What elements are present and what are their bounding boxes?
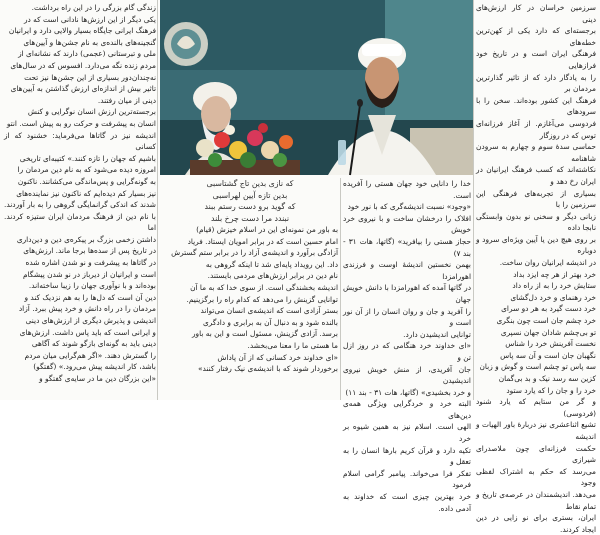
article-line: امروزه دیده می‌شود که به نام دین مردمان را bbox=[17, 165, 156, 175]
article-line: خرد بهتر از هر چه ایزد بداد bbox=[513, 269, 596, 279]
article-line: بهمن نخستین اندیشهٔ اوست و فرزندی اهورامزدا bbox=[343, 260, 471, 281]
article-line: با نام دین از فرهنگ مردمان ایران ستیزه کردند. اما bbox=[4, 211, 156, 233]
article-line: خدا را دانایی خود جهان هستی را آفریده است. bbox=[343, 179, 471, 200]
article-line: یکی دیگر از این ارزش‌ها نادانی است که در bbox=[23, 14, 156, 24]
article-line: بستر آزادی است که اندیشه‌ی انسان می‌تواند bbox=[200, 306, 338, 316]
article-line: در گاتها آمده که اهورامزدا با دانش خویش جهان bbox=[343, 283, 471, 304]
article-line: باشیم که جهان را تازه کنند.» کتیبه‌ای تاریخی bbox=[19, 153, 156, 163]
article-line: نیز بسیار کم دیده‌ایم که ناکنون نیز نماینده‌های bbox=[16, 188, 156, 198]
article-line: برجسته‌ترین ارزش انسان نوگرایی و کنش bbox=[27, 107, 156, 117]
article-line: «ای خداوند خرد هنگامی که در روز ازل تن و bbox=[343, 341, 471, 362]
article-line: نکاشته‌اند که کسب فرهنگ ایرانیان در ایران رخ دهد و bbox=[476, 165, 596, 186]
article-line: دینی از میان رفتند. bbox=[97, 95, 156, 105]
article-line: حجاز هستی را بیافرید» (گاتها، هات ۳۱ - بند ۷) bbox=[343, 236, 471, 258]
article-line: را آفرید و جان و روان انسان را از آن نور است و bbox=[343, 306, 471, 328]
article-line: داشتن زخمی بزرگ بر پیکره‌ی دین و دین‌داری bbox=[16, 234, 156, 244]
article-line: برخوردار شوند که با اندیشه‌ی نیک رفتار کنند» bbox=[197, 364, 338, 374]
article-line: و گر من ستایم که یارد شنود (فردوسی) bbox=[476, 397, 596, 418]
article-line: اندیشی و پذیرش دیگری از ارزش‌های دینی bbox=[25, 316, 156, 326]
article-line: داد. این رویداد پایه‌ای شد تا اینکه گروهی به bbox=[205, 259, 338, 269]
article-line: در اندیشه ایرانیان روان ساخت. bbox=[499, 258, 596, 268]
article-line: کزین سه رسد نیک و بد بی‌گمان bbox=[498, 374, 596, 383]
article-line: شدند که اندکی گرانمایگی گروهی را به بار آوردند. bbox=[4, 200, 156, 210]
article-line: حماسی سدهٔ سوم و چهارم به سرودن شاهنامه bbox=[476, 142, 596, 163]
article-line: نگهبان جان است و آن سه پاس bbox=[500, 350, 596, 360]
article-line: و خرد بخشیدی» (گاتها، هات ۳۱ - بند ۱۱) bbox=[345, 387, 471, 397]
article-line: مردم زنده نگه می‌دارد. افسوس که در سال‌های bbox=[10, 60, 156, 70]
article-line: الهی است. اسلام نیز به همین شیوه بر خرد bbox=[343, 422, 471, 444]
article-line: توانایی گزینش را می‌دهد که کدام راه را برگزینیم. bbox=[186, 294, 338, 304]
article-line: نام دین در برابر ارزش‌های مردمی بایستند. bbox=[207, 271, 338, 281]
article-line: «ای خداوند خرد کسانی که از آن پاداش bbox=[217, 352, 338, 362]
article-line: افلاک را درخشان ساخت و با نیروی خرد خویش bbox=[343, 213, 471, 235]
article-line: ایران، بستری برای نو زایی در دین ایجاد کردند. bbox=[476, 513, 596, 534]
article-column-left bbox=[4, 2, 156, 400]
article-line: گنجینه‌های بالنده‌ی به نام جشن‌ها و آیین‌های bbox=[23, 37, 156, 47]
article-line: جان آفریدی، از منش خویش نیروی اندیشیدن bbox=[343, 364, 471, 386]
article-line: سرزمین خراسان در کار ارزش‌های دینی bbox=[476, 3, 596, 24]
article-line: تفکر فرا می‌خواند. پیامبر گرامی اسلام فرمود bbox=[343, 468, 471, 490]
article-line: در تاریخ پس از سده‌ها برجا ماند. ارزش‌های bbox=[23, 246, 156, 256]
article-line: بسیاری از تجربه‌های فرهنگی این سرزمین را با bbox=[476, 188, 596, 210]
article-line: سه پاس تو چشم است و گوش و زبان bbox=[479, 362, 596, 372]
article-line: اندیشه نیز در گاتاها می‌فرماید: خشنود که از کسانی bbox=[4, 130, 156, 152]
photo-illustration bbox=[160, 0, 473, 175]
column-rule bbox=[157, 0, 158, 400]
article-line: خرد رهنمای و خرد دل‌گشای bbox=[510, 292, 596, 302]
article-line: زندگی گام بزرگی را در این راه برداشت. bbox=[31, 3, 156, 12]
article-line: تکیه دارد و قرآن کریم بارها انسان را به تعقل و bbox=[343, 445, 471, 467]
article-line: فرهنگی ایران است و در تاریخ خود فراز‌هایی bbox=[476, 49, 596, 70]
article-line: خرد چشم جان است چون بنگری bbox=[496, 316, 596, 326]
column-rule bbox=[473, 0, 474, 400]
article-line: را گسترش دهند. «اگر هم‌گرایی میان مردم bbox=[24, 350, 156, 360]
article-line: است و ایرانیان از دیرباز در نو شدن پیشگام bbox=[22, 269, 156, 279]
article-line: اندیشه بخشندگی است. از سوی خدا که به ما آن bbox=[190, 282, 338, 292]
article-line: باشد، کار اندیشه پیش می‌رود.» (گفتگو) bbox=[33, 362, 156, 372]
article-line: به باور من نمونه‌ای این در اسلام خیزش (قیام) bbox=[196, 225, 338, 234]
article-line: البته خرد و خردگرایی ویژگی همه‌ی دین‌های bbox=[343, 399, 471, 420]
article-line: دین آن است که دل‌ها را به هم نزدیک کند و bbox=[24, 292, 156, 302]
photo-caption-poem bbox=[160, 178, 340, 223]
article-line: توانایی اندیشیدن دارد. bbox=[403, 329, 471, 339]
caption-line: که نازی بدین تاج گشتاسبی bbox=[206, 179, 294, 188]
article-line: بوده‌اند و با نوآوری جهان را زیبا ساخته‌اند. bbox=[28, 281, 156, 291]
article-line: خرد بهترین چیزی است که خداوند به آدمی داده. bbox=[343, 492, 471, 513]
article-line: ملی و تبرستانی (عجمی) دارند که نشانه‌ای از bbox=[18, 49, 156, 59]
article-line: «این بزرگان دین ما در سایه‌ی گفتگو و bbox=[39, 374, 156, 383]
article-line: نه‌چندان‌دور بسیاری از این جشن‌ها نیز تحت bbox=[24, 72, 156, 82]
article-line: ما هستی ما را معنا می‌بخشد. bbox=[247, 340, 338, 350]
article-line: برجسته‌ای که دارد یکی از کهن‌ترین خطه‌های bbox=[476, 26, 596, 47]
article-line: و ایرانی است که باید پاس داشت. ارزش‌های bbox=[19, 327, 156, 337]
article-line: ستایش خرد را به از راه داد bbox=[512, 281, 596, 291]
caption-line: بدین تازه آیین لهراسبی bbox=[212, 190, 288, 200]
article-line: «وجود» نسبت اندیشه‌گری که با نور خود bbox=[347, 202, 471, 212]
article-line: دینی باید به گونه‌ای بازگو شوند که آگاهی bbox=[31, 339, 156, 349]
article-line: بالنده شود و به دنبال آن به برابری و دادگری bbox=[203, 317, 338, 327]
article-column-left-middle bbox=[155, 224, 338, 400]
article-line: را به یادگار دارد که از تاثیر گذارترین مردمان بر bbox=[476, 72, 596, 94]
article-line: خرد دست گیرد به هر دو سرای bbox=[501, 304, 596, 314]
caption-line: نبندد مرا دست چرخ بلند bbox=[210, 213, 289, 223]
conference-photo bbox=[160, 0, 473, 175]
article-line: بر روی هیچ دین یا آیین ویژه‌ای سرود و دوباره bbox=[476, 234, 596, 256]
article-line: زبانی دیگر و سخنی نو بدون وابستگی نابجا داده bbox=[476, 211, 596, 233]
article-line: فرهنگ ایرانی جایگاه بسیار والایی دارد و ایرانیان bbox=[8, 26, 156, 36]
article-line: تاثیر بیش از اندازه‌ای ارزش گذاشتن به آیین‌های bbox=[10, 84, 156, 94]
article-line: برسد. آزادی گزینش، مسئول است و این به باور bbox=[191, 329, 338, 339]
article-column-middle bbox=[343, 178, 471, 513]
article-column-right bbox=[476, 2, 596, 534]
article-line: در گاتاها به پیشرفت و نو شدن اشاره شده bbox=[25, 258, 156, 268]
article-line: حکمت فرزانه‌ای چون ملاصدرای شیرازی bbox=[476, 443, 596, 465]
article-line: می‌رسد که حکم به اشتراک لفظی وجود bbox=[476, 466, 596, 488]
article-line: امام حسین است که در برابر امویان ایستاد. فریاد bbox=[187, 236, 338, 246]
article-line: مردمان را در راه دانش و خرد پیش ببرد. آزاد bbox=[18, 304, 156, 314]
article-line: تو بی‌چشم شادان جهان نسپری bbox=[500, 327, 596, 337]
article-line: فردوسی می‌آغازم. از آغاز فرزانه‌ای توس که در روزگار bbox=[476, 118, 596, 140]
caption-line: که گوید برو دست رستم ببند bbox=[204, 202, 296, 211]
article-line: نخست آفرینش خرد را شناس bbox=[505, 339, 596, 349]
article-line: فرهنگ این کشور بوده‌اند. سخن را با سرودهای bbox=[476, 95, 596, 117]
article-line: می‌دهد. اندیشمندان در عرصه‌ی تاریخ و تمام نقاط bbox=[476, 489, 596, 511]
article-line: به گونه‌گرایی و پس‌ماندگی می‌کشانند. ناکنون bbox=[17, 176, 156, 186]
article-line: انسان به پیشرفت و حرکت رو به پیش است. انتو bbox=[6, 118, 156, 128]
article-line: آزادگی برآورد و اندیشه‌ی آزاد را در برابر ستم گسترش bbox=[171, 248, 338, 258]
column-rule bbox=[340, 178, 341, 400]
article-line: خرد را و جان را که یارد ستود bbox=[506, 385, 596, 395]
article-line: تشیع اثناعشری نیز دربارهٔ باور الهیات و اندیشه bbox=[476, 420, 596, 441]
